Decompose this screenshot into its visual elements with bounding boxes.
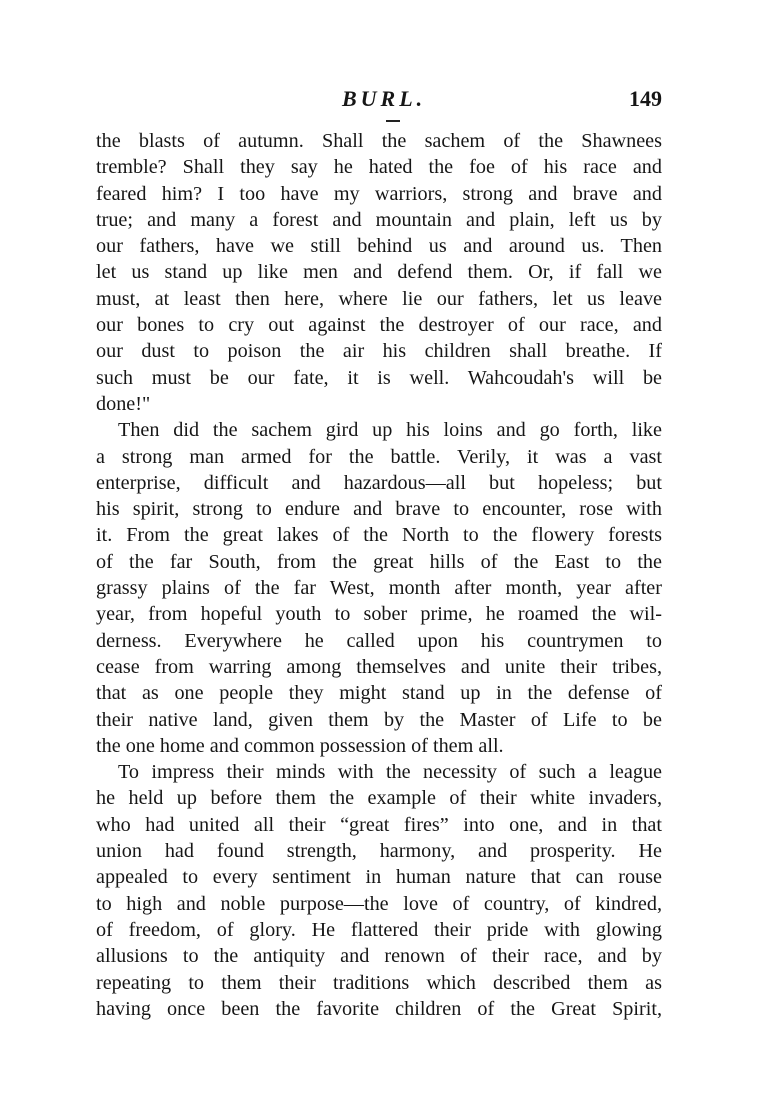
text-line: he held up before them the example of their white invaders, bbox=[96, 787, 662, 810]
paragraph bbox=[96, 759, 662, 1022]
text-line: feared him? I too have my warriors, strong and brave and bbox=[96, 182, 662, 205]
text-line: to high and noble purpose—the love of country, of kindred, bbox=[96, 892, 662, 915]
text-line: let us stand up like men and defend them. Or, if fall we bbox=[96, 261, 662, 284]
text-line: year, from hopeful youth to sober prime, he roamed the wil- bbox=[96, 603, 662, 626]
text-line: true; and many a forest and mountain and plain, left us by bbox=[96, 208, 662, 231]
text-line: such must be our fate, it is well. Wahcoudah's will be bbox=[96, 366, 662, 389]
running-title: BURL. bbox=[342, 86, 427, 111]
text-line: grassy plains of the far West, month after month, year after bbox=[96, 577, 662, 600]
text-line: Then did the sachem gird up his loins and go forth, like bbox=[118, 419, 662, 442]
title-rule bbox=[386, 120, 400, 122]
text-line: derness. Everywhere he called upon his countrymen to bbox=[96, 629, 662, 652]
paragraph bbox=[96, 128, 662, 417]
text-line: a strong man armed for the battle. Verily, it was a vast bbox=[96, 445, 662, 468]
text-line: having once been the favorite children of the Great Spirit, bbox=[96, 997, 662, 1020]
text-line: must, at least then here, where lie our fathers, let us leave bbox=[96, 287, 662, 310]
paragraph bbox=[96, 417, 662, 759]
text-line: done!" bbox=[96, 392, 151, 415]
text-line: of freedom, of glory. He flattered their pride with glowing bbox=[96, 918, 662, 941]
text-line: allusions to the antiquity and renown of their race, and by bbox=[96, 945, 662, 968]
body-text bbox=[96, 128, 662, 1022]
text-line: cease from warring among themselves and unite their tribes, bbox=[96, 655, 662, 678]
text-line: that as one people they might stand up in the defense of bbox=[96, 682, 662, 705]
text-line: enterprise, difficult and hazardous—all but hopeless; but bbox=[96, 471, 662, 494]
text-line: the one home and common possession of them all. bbox=[96, 734, 504, 757]
text-line: of the far South, from the great hills of the East to the bbox=[96, 550, 662, 573]
text-line: his spirit, strong to endure and brave to encounter, rose with bbox=[96, 498, 662, 521]
page-header bbox=[96, 86, 662, 126]
text-line: our fathers, have we still behind us and around us. Then bbox=[96, 235, 662, 258]
text-line: union had found strength, harmony, and prosperity. He bbox=[96, 840, 662, 863]
page-number: 149 bbox=[629, 86, 662, 111]
text-line: the blasts of autumn. Shall the sachem of the Shawnees bbox=[96, 130, 662, 152]
text-line: our bones to cry out against the destroyer of our race, and bbox=[96, 314, 662, 337]
text-line: it. From the great lakes of the North to the flowery forests bbox=[96, 524, 662, 547]
text-line: who had united all their “great fires” into one, and in that bbox=[96, 813, 662, 836]
text-line: appealed to every sentiment in human nature that can rouse bbox=[96, 866, 662, 889]
text-line: repeating to them their traditions which described them as bbox=[96, 971, 662, 994]
text-line: To impress their minds with the necessity of such a league bbox=[118, 761, 662, 784]
text-line: tremble? Shall they say he hated the foe of his race and bbox=[96, 156, 662, 179]
text-line: their native land, given them by the Master of Life to be bbox=[96, 708, 662, 731]
text-line: our dust to poison the air his children shall breathe. If bbox=[96, 340, 662, 363]
